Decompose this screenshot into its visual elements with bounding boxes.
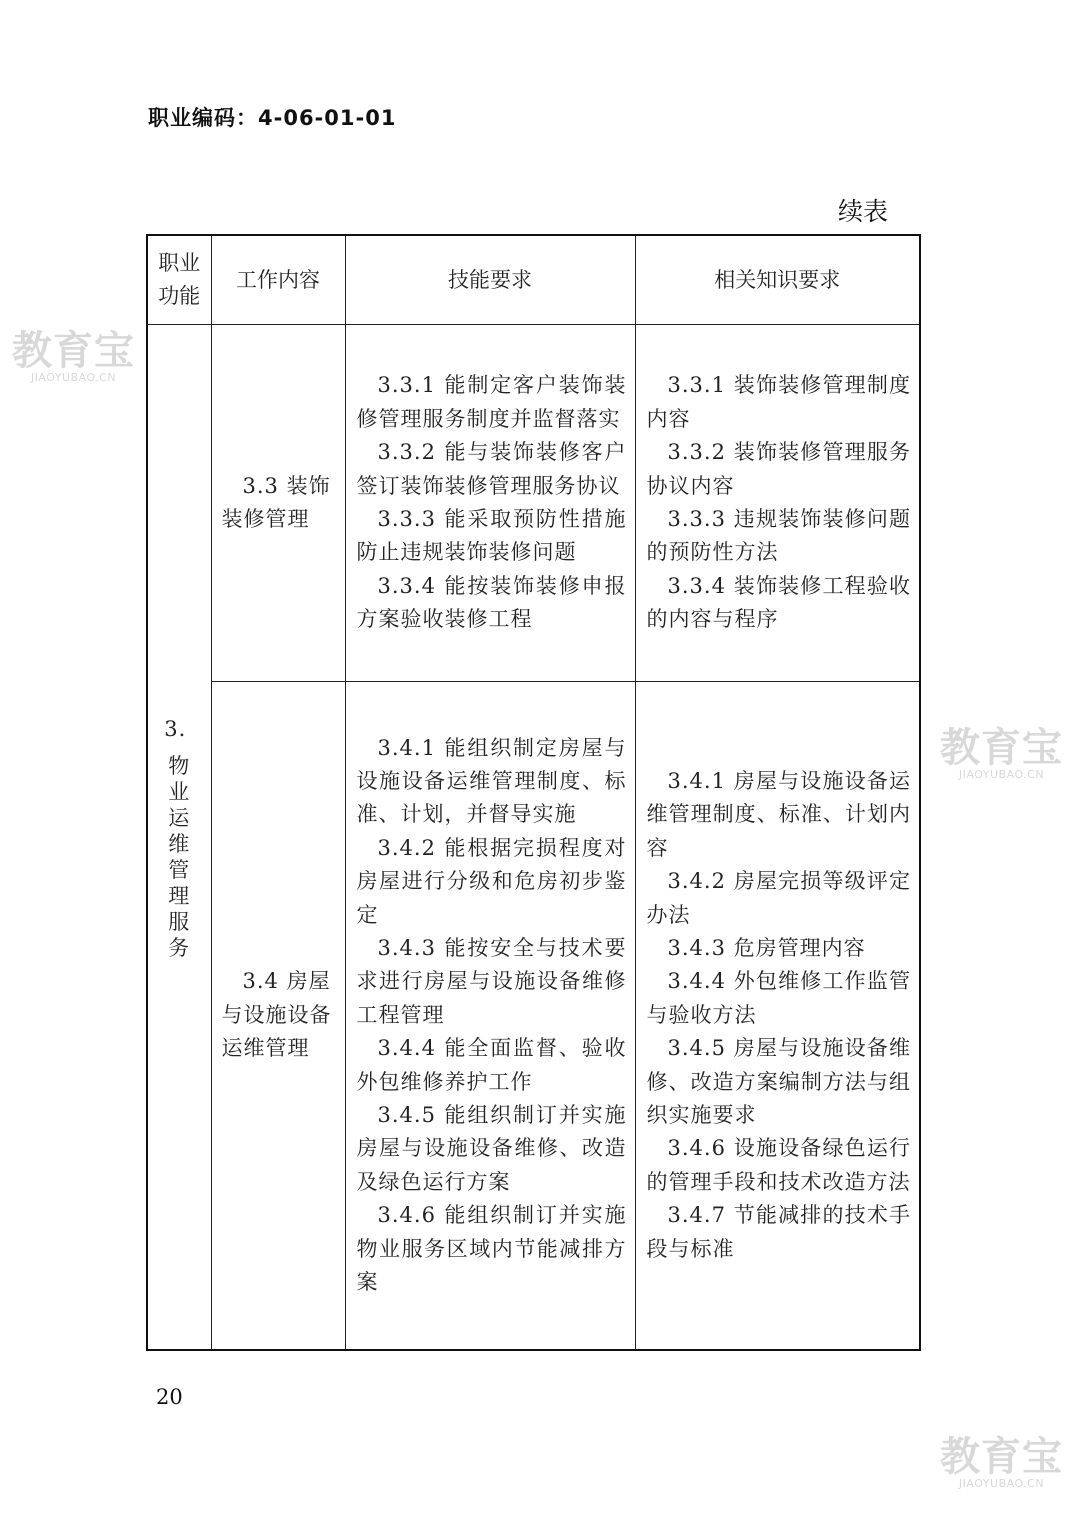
skill-item: 3.3.4 能按装饰装修申报方案验收装修工程	[356, 573, 627, 632]
function-cell	[147, 325, 211, 1351]
knowledge-item: 3.4.6 设施设备绿色运行的管理手段和技术改造方法	[646, 1136, 911, 1194]
header-skill-requirements: 技能要求	[345, 235, 635, 325]
skill-item: 3.4.5 能组织制订并实施房屋与设施设备维修、改造及绿色运行方案	[356, 1103, 627, 1194]
knowledge-item: 3.4.3 危房管理内容	[667, 935, 866, 960]
skill-cell	[345, 682, 635, 1351]
skill-item: 3.4.6 能组织制订并实施物业服务区域内节能减排方案	[356, 1203, 627, 1295]
skill-requirements-table	[146, 234, 921, 1351]
header-function: 职业 功能	[147, 235, 211, 325]
header-knowledge-requirements: 相关知识要求	[635, 235, 920, 325]
table-header-row	[147, 235, 920, 325]
continued-label: 续表	[838, 197, 889, 226]
knowledge-item: 3.3.1 装饰装修管理制度内容	[646, 373, 911, 431]
occupation-code: 职业编码：4-06-01-01	[148, 106, 397, 130]
skill-item: 3.4.4 能全面监督、验收外包维修养护工作	[356, 1036, 627, 1094]
knowledge-item: 3.4.7 节能减排的技术手段与标准	[646, 1203, 911, 1261]
work-content-cell	[211, 682, 345, 1351]
skill-item: 3.3.3 能采取预防性措施防止违规装饰装修问题	[356, 507, 627, 565]
work-content-cell	[211, 325, 345, 682]
skill-item: 3.4.2 能根据完损程度对房屋进行分级和危房初步鉴定	[356, 835, 627, 927]
knowledge-item: 3.4.5 房屋与设施设备维修、改造方案编制方法与组织实施要求	[646, 1036, 911, 1128]
knowledge-cell	[635, 682, 920, 1351]
skill-item: 3.3.2 能与装饰装修客户签订装饰装修管理服务协议	[356, 440, 627, 498]
header-work-content: 工作内容	[211, 235, 345, 325]
function-name: 物业运维管理服务	[168, 753, 191, 960]
knowledge-item: 3.3.3 违规装饰装修问题的预防性方法	[646, 507, 911, 565]
watermark-logo: 教育宝 JIAOYUBAO.CN	[940, 725, 1063, 781]
watermark-logo: 教育宝 JIAOYUBAO.CN	[940, 1434, 1063, 1490]
watermark-logo: 教育宝 JIAOYUBAO.CN	[12, 328, 135, 384]
skill-cell	[345, 325, 635, 682]
knowledge-item: 3.4.4 外包维修工作监管与验收方法	[646, 969, 911, 1027]
work-content-text: 3.4 房屋与设施设备运维管理	[221, 969, 332, 1061]
skill-item: 3.4.3 能按安全与技术要求进行房屋与设施设备维修工程管理	[356, 935, 627, 1027]
table-row	[147, 682, 920, 1351]
skill-item: 3.3.1 能制定客户装饰装修管理服务制度并监督落实	[356, 373, 627, 431]
work-content-text: 3.3 装饰装修管理	[221, 473, 331, 531]
function-number: 3.	[164, 717, 187, 742]
knowledge-item: 3.3.4 装饰装修工程验收的内容与程序	[646, 573, 911, 632]
knowledge-item: 3.4.1 房屋与设施设备运维管理制度、标准、计划内容	[646, 768, 911, 860]
skill-item: 3.4.1 能组织制定房屋与设施设备运维管理制度、标准、计划，并督导实施	[356, 735, 627, 827]
table-row	[147, 325, 920, 682]
knowledge-cell	[635, 325, 920, 682]
knowledge-item: 3.3.2 装饰装修管理服务协议内容	[646, 440, 911, 498]
page-number: 20	[156, 1385, 183, 1409]
knowledge-item: 3.4.2 房屋完损等级评定办法	[646, 869, 911, 927]
